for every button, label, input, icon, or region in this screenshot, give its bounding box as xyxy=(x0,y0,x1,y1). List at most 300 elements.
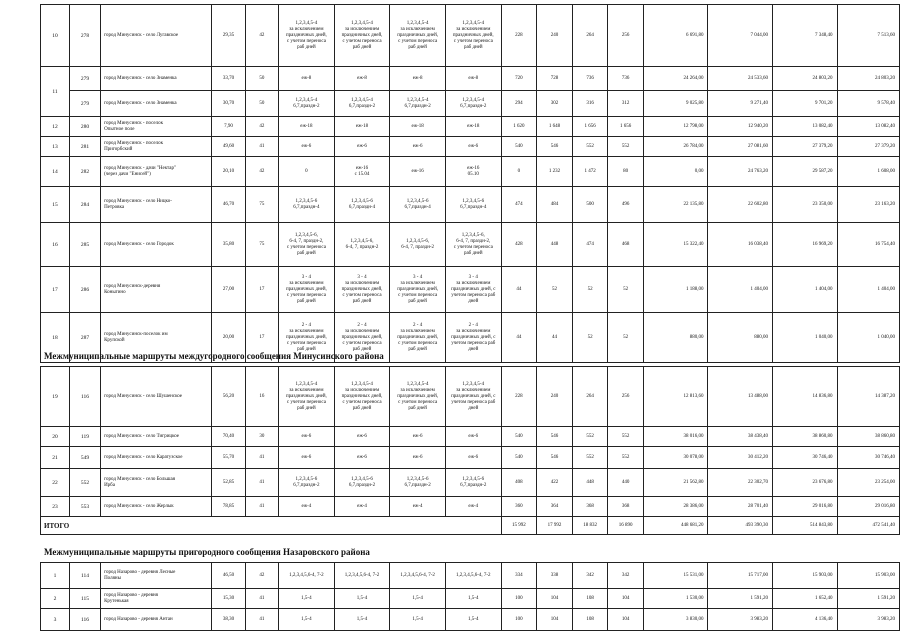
cell-schedule-3: еж-18 xyxy=(390,117,446,137)
cell-km-1: 12 813,60 xyxy=(643,367,708,427)
cell-schedule-4: еж-16 05.10 xyxy=(445,157,501,187)
cell-km-1: 9 025,80 xyxy=(643,91,708,117)
cell-schedule-2: еж-6 xyxy=(334,447,390,469)
cell-route-number: 549 xyxy=(69,447,100,469)
cell-schedule-2: 1,2,3,4,5-4 6,7,праздн-2 xyxy=(334,91,390,117)
cell-schedule-3: еж-16 xyxy=(390,157,446,187)
cell-distance: 38,30 xyxy=(212,609,245,631)
cell-km-3: 29 587,20 xyxy=(773,157,838,187)
cell-km-1: 38 016,00 xyxy=(643,427,708,447)
cell-km-3: 1 652,40 xyxy=(773,589,838,609)
cell-trips-2: 240 xyxy=(537,367,573,427)
cell-trips-1: 540 xyxy=(501,427,537,447)
table-row xyxy=(41,91,900,117)
cell-trips-3: 342 xyxy=(572,563,608,589)
cell-trips-3: 448 xyxy=(572,469,608,497)
table-row xyxy=(41,469,900,497)
cell-schedule-4: 2 - 4 за исключением праздничных дней, с учетом переноса раб дней xyxy=(445,313,501,363)
cell-trips-1: 360 xyxy=(501,497,537,517)
cell-schedule-1: еж-18 xyxy=(279,117,335,137)
cell-schedule-2: 1,2,3,4,5-6 6,7,праздн-2 xyxy=(334,469,390,497)
cell-travel-time: 30 xyxy=(245,427,278,447)
cell-trips-1: 428 xyxy=(501,223,537,267)
cell-travel-time: 75 xyxy=(245,223,278,267)
cell-row-index: 17 xyxy=(41,267,70,313)
total-c2: 17 992 xyxy=(537,517,573,535)
cell-route-number: 116 xyxy=(69,609,100,631)
cell-km-2: 22 302,70 xyxy=(708,469,773,497)
cell-distance: 29,35 xyxy=(212,5,245,67)
cell-schedule-1: еж-8 xyxy=(279,67,335,91)
total-c4: 16 890 xyxy=(608,517,644,535)
cell-km-4: 3 983,20 xyxy=(837,609,899,631)
cell-trips-2: 422 xyxy=(537,469,573,497)
total-row xyxy=(41,517,900,535)
cell-km-4: 23 163,20 xyxy=(837,187,899,223)
cell-km-3: 38 860,80 xyxy=(773,427,838,447)
cell-schedule-2: 2 - 4 за исключением праздничных дней, с учетом переноса раб дней xyxy=(334,313,390,363)
cell-trips-2: 364 xyxy=(537,497,573,517)
cell-schedule-4: 3 - 4 за исключением праздничных дней, с учетом переноса раб дней xyxy=(445,267,501,313)
cell-km-1: 3 830,00 xyxy=(643,609,708,631)
cell-schedule-4: 1,2,3,4,5,6-4, 7-2 xyxy=(445,563,501,589)
cell-schedule-3: 1,2,3,4,5,6-4, 7-2 xyxy=(390,563,446,589)
cell-route-name: город Минусинск - поселок Опытное поле xyxy=(101,117,212,137)
cell-km-2: 30 412,20 xyxy=(708,447,773,469)
cell-trips-4: 552 xyxy=(608,447,644,469)
cell-km-3: 1 040,00 xyxy=(773,313,838,363)
cell-schedule-4: 1,5-4 xyxy=(445,589,501,609)
cell-km-3: 4 136,40 xyxy=(773,609,838,631)
cell-trips-3: 368 xyxy=(572,497,608,517)
cell-trips-3: 264 xyxy=(572,367,608,427)
cell-km-2: 24 533,60 xyxy=(708,67,773,91)
cell-km-2: 12 940,20 xyxy=(708,117,773,137)
cell-distance: 7,90 xyxy=(212,117,245,137)
cell-km-3: 13 082,40 xyxy=(773,117,838,137)
cell-route-number: 116 xyxy=(69,367,100,427)
cell-trips-3: 552 xyxy=(572,427,608,447)
cell-trips-2: 338 xyxy=(537,563,573,589)
routes-table-minusinsk-suburban xyxy=(40,4,900,363)
cell-travel-time: 50 xyxy=(245,91,278,117)
cell-distance: 52,85 xyxy=(212,469,245,497)
cell-km-2: 22 602,80 xyxy=(708,187,773,223)
cell-km-2: 1 404,00 xyxy=(708,267,773,313)
cell-km-3: 23 350,00 xyxy=(773,187,838,223)
cell-route-name: город Минусинск - село Тигрицкое xyxy=(101,427,212,447)
cell-distance: 33,70 xyxy=(212,67,245,91)
cell-schedule-2: 1,2,3,4,5-6 6,7,праздн-4 xyxy=(334,187,390,223)
cell-trips-2: 1 648 xyxy=(537,117,573,137)
cell-km-1: 6 691,80 xyxy=(643,5,708,67)
cell-schedule-1: 1,2,3,4,5,6-4, 7-2 xyxy=(279,563,335,589)
table-row xyxy=(41,367,900,427)
cell-km-3: 7 348,40 xyxy=(773,5,838,67)
table-row xyxy=(41,589,900,609)
cell-trips-4: 342 xyxy=(608,563,644,589)
cell-schedule-1: 2 - 4 за исключением праздничных дней, с учетом переноса раб дней xyxy=(279,313,335,363)
table-row xyxy=(41,117,900,137)
cell-schedule-2: 3 - 4 за исключением праздничных дней, с учетом переноса раб дней xyxy=(334,267,390,313)
cell-km-3: 30 746,40 xyxy=(773,447,838,469)
cell-route-number: 285 xyxy=(69,223,100,267)
cell-trips-1: 228 xyxy=(501,5,537,67)
cell-trips-1: 228 xyxy=(501,367,537,427)
cell-row-index: 1 xyxy=(41,563,70,589)
cell-schedule-1: 1,2,3,4,5-6, 6-4, 7, праздн-2, с учетом переноса раб дней xyxy=(279,223,335,267)
cell-schedule-3: еж-4 xyxy=(390,497,446,517)
cell-schedule-4: 1,2,3,4,5-4 за исключением праздничных дней, с учетом переноса раб дней xyxy=(445,367,501,427)
cell-travel-time: 17 xyxy=(245,267,278,313)
cell-schedule-2: еж-6 xyxy=(334,427,390,447)
cell-route-number: 553 xyxy=(69,497,100,517)
cell-route-name: город Минусинск-поселок им Крупской xyxy=(101,313,212,363)
cell-trips-2: 546 xyxy=(537,137,573,157)
cell-trips-1: 540 xyxy=(501,447,537,469)
cell-km-4: 1 404,00 xyxy=(837,267,899,313)
cell-trips-1: 294 xyxy=(501,91,537,117)
cell-km-1: 1 188,00 xyxy=(643,267,708,313)
table-row xyxy=(41,67,900,91)
cell-route-number: 287 xyxy=(69,313,100,363)
cell-km-3: 15 903,00 xyxy=(773,563,838,589)
cell-route-name: город Минусинск - село Лугавское xyxy=(101,5,212,67)
cell-schedule-2: еж-16 с 15.04 xyxy=(334,157,390,187)
cell-trips-1: 1 620 xyxy=(501,117,537,137)
cell-km-1: 22 135,80 xyxy=(643,187,708,223)
cell-schedule-3: 1,5-4 xyxy=(390,589,446,609)
cell-km-4: 1 608,00 xyxy=(837,157,899,187)
cell-route-name: город Минусинск - село Ницко- Петровка xyxy=(101,187,212,223)
cell-trips-2: 44 xyxy=(537,313,573,363)
routes-table-nazarovo-suburban xyxy=(40,562,900,631)
cell-distance: 78,85 xyxy=(212,497,245,517)
cell-trips-1: 44 xyxy=(501,313,537,363)
cell-trips-2: 448 xyxy=(537,223,573,267)
total-k3: 514 843,80 xyxy=(773,517,838,535)
cell-trips-2: 240 xyxy=(537,5,573,67)
cell-km-3: 23 676,80 xyxy=(773,469,838,497)
cell-schedule-4: еж-18 xyxy=(445,117,501,137)
cell-trips-2: 104 xyxy=(537,589,573,609)
cell-distance: 30,70 xyxy=(212,91,245,117)
cell-route-number: 280 xyxy=(69,117,100,137)
cell-schedule-3: 1,2,3,4,5-6, 6-4, 7, праздн-2 xyxy=(390,223,446,267)
cell-trips-3: 264 xyxy=(572,5,608,67)
cell-km-2: 3 983,20 xyxy=(708,609,773,631)
cell-km-1: 12 798,00 xyxy=(643,117,708,137)
cell-route-name: город Назарово - деревня Лесные Поляны xyxy=(101,563,212,589)
cell-schedule-1: 3 - 4 за исключением праздничных дней, с учетом переноса раб дней xyxy=(279,267,335,313)
cell-schedule-3: 1,5-4 xyxy=(390,609,446,631)
cell-km-1: 26 784,00 xyxy=(643,137,708,157)
cell-km-1: 15 322,40 xyxy=(643,223,708,267)
cell-travel-time: 41 xyxy=(245,589,278,609)
cell-km-2: 27 081,60 xyxy=(708,137,773,157)
cell-schedule-2: 1,5-4 xyxy=(334,609,390,631)
cell-schedule-1: еж-6 xyxy=(279,137,335,157)
cell-distance: 35,80 xyxy=(212,223,245,267)
cell-travel-time: 42 xyxy=(245,157,278,187)
cell-travel-time: 41 xyxy=(245,469,278,497)
cell-km-3: 29 016,80 xyxy=(773,497,838,517)
cell-trips-4: 80 xyxy=(608,157,644,187)
cell-km-2: 38 438,40 xyxy=(708,427,773,447)
cell-route-name: город Минусинск - поселок Пригорбский xyxy=(101,137,212,157)
cell-distance: 56,20 xyxy=(212,367,245,427)
cell-schedule-2: еж-8 xyxy=(334,67,390,91)
cell-trips-4: 52 xyxy=(608,313,644,363)
cell-trips-3: 52 xyxy=(572,313,608,363)
cell-route-name: город Минусинск - дачи "Нектар" (через дачи "Енисей") xyxy=(101,157,212,187)
cell-km-1: 0,00 xyxy=(643,157,708,187)
cell-km-2: 13 488,00 xyxy=(708,367,773,427)
cell-km-4: 7 513,60 xyxy=(837,5,899,67)
cell-travel-time: 75 xyxy=(245,187,278,223)
cell-schedule-2: еж-4 xyxy=(334,497,390,517)
cell-schedule-2: 1,5-4 xyxy=(334,589,390,609)
cell-trips-3: 474 xyxy=(572,223,608,267)
cell-schedule-4: еж-6 xyxy=(445,447,501,469)
cell-schedule-2: еж-18 xyxy=(334,117,390,137)
cell-km-2: 880,00 xyxy=(708,313,773,363)
cell-schedule-2: 1,2,3,4,5-4 за исключением праздничных дней, с учетом переноса раб дней xyxy=(334,5,390,67)
cell-km-1: 21 562,80 xyxy=(643,469,708,497)
cell-row-index: 13 xyxy=(41,137,70,157)
routes-table-minusinsk-intercity xyxy=(40,366,900,535)
cell-km-2: 15 717,00 xyxy=(708,563,773,589)
cell-km-4: 15 903,00 xyxy=(837,563,899,589)
cell-trips-3: 316 xyxy=(572,91,608,117)
cell-trips-3: 52 xyxy=(572,267,608,313)
cell-trips-1: 44 xyxy=(501,267,537,313)
cell-trips-4: 468 xyxy=(608,223,644,267)
cell-row-index: 21 xyxy=(41,447,70,469)
cell-trips-3: 552 xyxy=(572,137,608,157)
cell-km-1: 1 530,00 xyxy=(643,589,708,609)
cell-distance: 46,70 xyxy=(212,187,245,223)
cell-km-3: 9 701,20 xyxy=(773,91,838,117)
cell-km-1: 30 078,00 xyxy=(643,447,708,469)
cell-row-index: 14 xyxy=(41,157,70,187)
cell-row-index: 3 xyxy=(41,609,70,631)
cell-km-2: 1 591,20 xyxy=(708,589,773,609)
cell-schedule-3: 1,2,3,4,5-6 6,7,праздн-4 xyxy=(390,187,446,223)
cell-trips-1: 540 xyxy=(501,137,537,157)
cell-km-1: 24 264,00 xyxy=(643,67,708,91)
cell-trips-4: 552 xyxy=(608,137,644,157)
cell-km-4: 30 746,40 xyxy=(837,447,899,469)
cell-route-number: 552 xyxy=(69,469,100,497)
total-k1: 448 681,20 xyxy=(643,517,708,535)
table-row xyxy=(41,563,900,589)
cell-trips-4: 312 xyxy=(608,91,644,117)
cell-trips-1: 474 xyxy=(501,187,537,223)
cell-trips-3: 1 656 xyxy=(572,117,608,137)
cell-schedule-4: еж-8 xyxy=(445,67,501,91)
cell-route-name: город Минусинск - село Каратузское xyxy=(101,447,212,469)
total-label: ИТОГО xyxy=(41,517,502,535)
cell-distance: 15,30 xyxy=(212,589,245,609)
cell-km-4: 1 040,00 xyxy=(837,313,899,363)
cell-trips-4: 104 xyxy=(608,609,644,631)
cell-route-name: город Минусинск - село Городок xyxy=(101,223,212,267)
cell-row-index: 15 xyxy=(41,187,70,223)
cell-km-2: 24 763,20 xyxy=(708,157,773,187)
table-row xyxy=(41,5,900,67)
cell-route-number: 281 xyxy=(69,137,100,157)
cell-travel-time: 41 xyxy=(245,609,278,631)
cell-trips-3: 1 472 xyxy=(572,157,608,187)
cell-schedule-3: еж-6 xyxy=(390,447,446,469)
cell-km-2: 9 271,40 xyxy=(708,91,773,117)
cell-route-number: 119 xyxy=(69,427,100,447)
cell-km-4: 9 578,40 xyxy=(837,91,899,117)
table-row xyxy=(41,137,900,157)
cell-row-index: 16 xyxy=(41,223,70,267)
cell-route-name: город Минусинск - село Знаменка xyxy=(101,67,212,91)
cell-trips-2: 1 232 xyxy=(537,157,573,187)
cell-schedule-2: 1,2,3,4,5-6, 6-4, 7, праздн-2 xyxy=(334,223,390,267)
cell-trips-1: 0 xyxy=(501,157,537,187)
cell-trips-4: 736 xyxy=(608,67,644,91)
cell-km-2: 28 701,40 xyxy=(708,497,773,517)
cell-km-1: 880,00 xyxy=(643,313,708,363)
cell-km-2: 7 044,00 xyxy=(708,5,773,67)
cell-schedule-1: еж-6 xyxy=(279,447,335,469)
cell-trips-4: 52 xyxy=(608,267,644,313)
cell-row-index: 18 xyxy=(41,313,70,363)
cell-trips-2: 546 xyxy=(537,427,573,447)
cell-trips-2: 52 xyxy=(537,267,573,313)
cell-trips-4: 496 xyxy=(608,187,644,223)
cell-schedule-3: еж-6 xyxy=(390,137,446,157)
cell-route-number: 284 xyxy=(69,187,100,223)
cell-km-4: 1 591,20 xyxy=(837,589,899,609)
cell-row-index: 10 xyxy=(41,5,70,67)
cell-route-name: город Назарово - деревня Антан xyxy=(101,609,212,631)
cell-schedule-4: 1,2,3,4,5-4 за исключением праздничных дней, с учетом переноса раб дней xyxy=(445,5,501,67)
cell-schedule-1: еж-4 xyxy=(279,497,335,517)
cell-trips-4: 368 xyxy=(608,497,644,517)
cell-km-4: 13 082,40 xyxy=(837,117,899,137)
cell-trips-1: 100 xyxy=(501,609,537,631)
cell-schedule-4: 1,2,3,4,5-6 6,7,праздн-4 xyxy=(445,187,501,223)
total-c3: 18 832 xyxy=(572,517,608,535)
cell-route-name: город Минусинск - село Шушенское xyxy=(101,367,212,427)
cell-travel-time: 41 xyxy=(245,447,278,469)
cell-schedule-3: 1,2,3,4,5-4 за исключением праздничных дней, с учетом переноса раб дней xyxy=(390,5,446,67)
cell-schedule-4: 1,2,3,4,5-6 6,7,праздн-2 xyxy=(445,469,501,497)
table-row xyxy=(41,447,900,469)
table-row xyxy=(41,157,900,187)
cell-route-number: 286 xyxy=(69,267,100,313)
cell-schedule-3: 3 - 4 за исключением праздничных дней, с учетом переноса раб дней xyxy=(390,267,446,313)
cell-km-4: 23 254,00 xyxy=(837,469,899,497)
table-row xyxy=(41,267,900,313)
cell-schedule-4: еж-6 xyxy=(445,137,501,157)
cell-trips-3: 108 xyxy=(572,609,608,631)
cell-route-number: 279 xyxy=(69,67,100,91)
cell-km-3: 27 379,20 xyxy=(773,137,838,157)
cell-travel-time: 16 xyxy=(245,367,278,427)
cell-km-4: 16 754,40 xyxy=(837,223,899,267)
cell-km-3: 16 969,20 xyxy=(773,223,838,267)
cell-km-4: 29 016,80 xyxy=(837,497,899,517)
cell-km-3: 24 803,20 xyxy=(773,67,838,91)
cell-route-name: город Минусинск-деревня Коныгино xyxy=(101,267,212,313)
cell-trips-2: 104 xyxy=(537,609,573,631)
cell-schedule-3: еж-8 xyxy=(390,67,446,91)
cell-schedule-4: 1,5-4 xyxy=(445,609,501,631)
cell-trips-3: 552 xyxy=(572,447,608,469)
cell-trips-4: 256 xyxy=(608,5,644,67)
cell-schedule-2: 1,2,3,4,5-4 за исключением праздничных дней, с учетом переноса раб дней xyxy=(334,367,390,427)
cell-route-name: город Минусинск - село Жерлык xyxy=(101,497,212,517)
cell-distance: 20,00 xyxy=(212,313,245,363)
cell-schedule-1: 1,5-4 xyxy=(279,609,335,631)
cell-schedule-4: еж-4 xyxy=(445,497,501,517)
cell-distance: 46,50 xyxy=(212,563,245,589)
cell-schedule-3: 1,2,3,4,5-6 6,7,праздн-2 xyxy=(390,469,446,497)
total-k4: 472 541,40 xyxy=(837,517,899,535)
section-heading-intercity: Межмуниципальные маршруты междугородного сообщения Минусинского района xyxy=(44,351,384,361)
cell-row-index: 23 xyxy=(41,497,70,517)
cell-schedule-4: еж-6 xyxy=(445,427,501,447)
cell-schedule-3: 2 - 4 за исключением праздничных дней, с учетом переноса раб дней xyxy=(390,313,446,363)
cell-trips-3: 108 xyxy=(572,589,608,609)
cell-trips-1: 100 xyxy=(501,589,537,609)
cell-trips-2: 546 xyxy=(537,447,573,469)
cell-schedule-1: еж-6 xyxy=(279,427,335,447)
table-row xyxy=(41,497,900,517)
cell-trips-4: 1 656 xyxy=(608,117,644,137)
cell-row-index: 22 xyxy=(41,469,70,497)
cell-km-4: 24 803,20 xyxy=(837,67,899,91)
cell-schedule-1: 1,2,3,4,5-4 6,7,праздн-2 xyxy=(279,91,335,117)
cell-schedule-1: 1,2,3,4,5-4 за исключением праздничных дней, с учетом переноса раб дней xyxy=(279,367,335,427)
cell-distance: 49,60 xyxy=(212,137,245,157)
cell-schedule-2: 1,2,3,4,5,6-4, 7-2 xyxy=(334,563,390,589)
cell-route-name: город Назарово - деревня Крутенькая xyxy=(101,589,212,609)
cell-route-number: 115 xyxy=(69,589,100,609)
cell-trips-1: 408 xyxy=(501,469,537,497)
cell-row-index: 11 xyxy=(41,67,70,117)
cell-km-4: 38 860,80 xyxy=(837,427,899,447)
cell-row-index: 2 xyxy=(41,589,70,609)
cell-travel-time: 41 xyxy=(245,137,278,157)
cell-schedule-1: 1,2,3,4,5-4 за исключением праздничных дней, с учетом переноса раб дней xyxy=(279,5,335,67)
cell-trips-4: 256 xyxy=(608,367,644,427)
cell-km-3: 1 404,00 xyxy=(773,267,838,313)
table-row xyxy=(41,223,900,267)
cell-route-number: 114 xyxy=(69,563,100,589)
cell-trips-4: 440 xyxy=(608,469,644,497)
cell-schedule-4: 1,2,3,4,5-6, 6-4, 7, праздн-2, с учетом переноса раб дней xyxy=(445,223,501,267)
cell-trips-2: 484 xyxy=(537,187,573,223)
cell-route-name: город Минусинск - село Большая Ирба xyxy=(101,469,212,497)
cell-travel-time: 17 xyxy=(245,313,278,363)
cell-distance: 27,00 xyxy=(212,267,245,313)
cell-trips-1: 720 xyxy=(501,67,537,91)
cell-route-number: 282 xyxy=(69,157,100,187)
cell-schedule-1: 1,2,3,4,5-6 6,7,праздн-2 xyxy=(279,469,335,497)
cell-trips-4: 552 xyxy=(608,427,644,447)
cell-trips-2: 302 xyxy=(537,91,573,117)
cell-km-4: 27 379,20 xyxy=(837,137,899,157)
cell-route-number: 278 xyxy=(69,5,100,67)
